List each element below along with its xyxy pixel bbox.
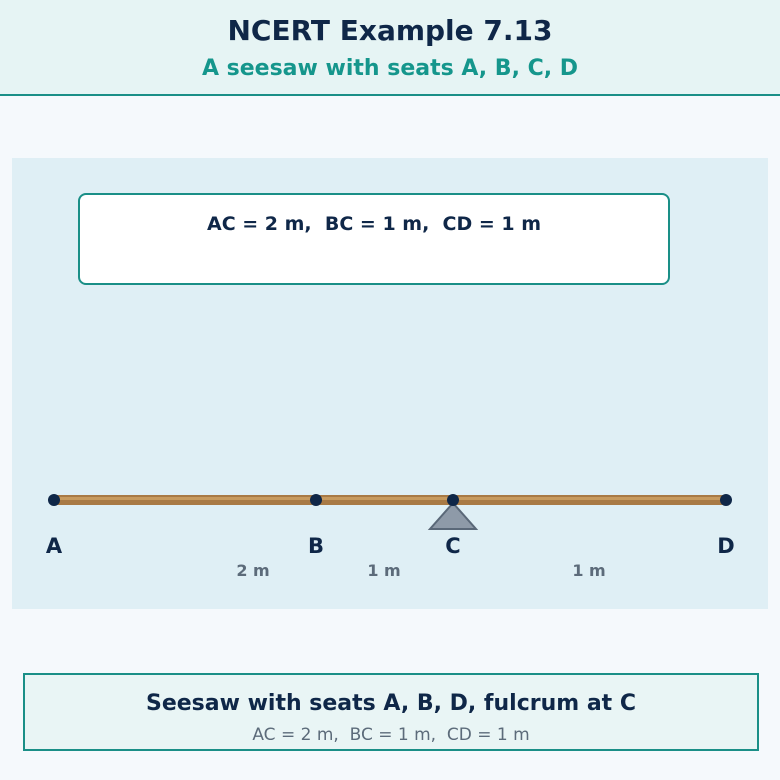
dimension-bc: 1 m	[367, 561, 401, 580]
page-subtitle: A seesaw with seats A, B, C, D	[201, 56, 579, 81]
point-b	[310, 494, 322, 506]
caption-title: Seesaw with seats A, B, D, fulcrum at C	[145, 691, 637, 716]
caption-subtitle: AC = 2 m, BC = 1 m, CD = 1 m	[252, 725, 530, 745]
caption-box	[23, 673, 759, 751]
point-a	[48, 494, 60, 506]
point-c	[447, 494, 459, 506]
label-c: C	[445, 534, 461, 558]
fulcrum-triangle	[430, 503, 476, 529]
info-text: AC = 2 m, BC = 1 m, CD = 1 m	[206, 213, 542, 235]
label-b: B	[307, 534, 325, 558]
dimension-ac: 2 m	[236, 561, 270, 580]
label-d: D	[717, 534, 735, 558]
seesaw-plank	[54, 495, 726, 505]
dimension-cd: 1 m	[572, 561, 606, 580]
page-title: NCERT Example 7.13	[227, 14, 553, 47]
label-a: A	[45, 534, 63, 558]
point-d	[720, 494, 732, 506]
